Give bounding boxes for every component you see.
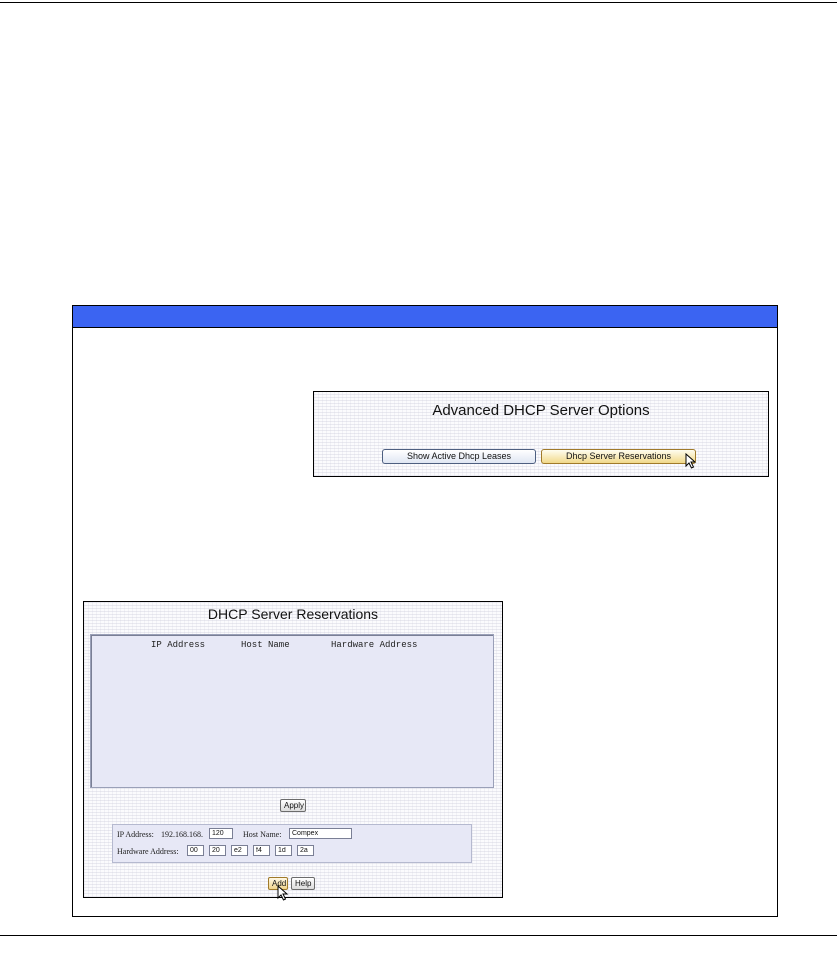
column-header-host-name: Host Name — [241, 640, 290, 650]
ip-address-prefix: 192.168.168. — [161, 830, 203, 839]
figure-title-bar — [73, 306, 777, 328]
mac-octet-3-input[interactable] — [231, 845, 248, 856]
reservations-list[interactable] — [90, 634, 494, 788]
mouse-pointer-icon — [277, 885, 289, 901]
apply-button[interactable]: Apply — [280, 799, 306, 812]
mac-octet-1-input[interactable] — [187, 845, 204, 856]
column-header-ip-address: IP Address — [151, 640, 206, 650]
mac-octet-5-input[interactable] — [275, 845, 292, 856]
dhcp-server-reservations-title: DHCP Server Reservations — [207, 606, 379, 622]
dhcp-server-reservations-panel — [83, 601, 503, 898]
ip-last-octet-input[interactable] — [209, 828, 233, 839]
help-button[interactable]: Help — [291, 877, 315, 890]
advanced-dhcp-options-title: Advanced DHCP Server Options — [432, 402, 650, 419]
host-name-label: Host Name: — [243, 830, 282, 839]
host-name-input[interactable] — [289, 828, 352, 839]
mac-octet-6-input[interactable] — [297, 845, 314, 856]
column-header-hardware-address: Hardware Address — [331, 640, 418, 650]
ip-address-label: IP Address: — [117, 830, 154, 839]
mac-octet-4-input[interactable] — [253, 845, 270, 856]
figure-frame — [72, 305, 778, 917]
dhcp-server-reservations-button[interactable]: Dhcp Server Reservations — [541, 449, 696, 464]
add-button[interactable]: Add — [268, 877, 288, 890]
hardware-address-label: Hardware Address: — [117, 847, 179, 856]
top-rule — [0, 2, 837, 3]
bottom-rule — [0, 935, 837, 936]
mac-octet-2-input[interactable] — [209, 845, 226, 856]
show-active-dhcp-leases-button[interactable]: Show Active Dhcp Leases — [382, 449, 536, 464]
add-reservation-form — [112, 824, 472, 863]
advanced-dhcp-options-panel — [313, 391, 769, 477]
mouse-pointer-icon — [685, 453, 697, 469]
